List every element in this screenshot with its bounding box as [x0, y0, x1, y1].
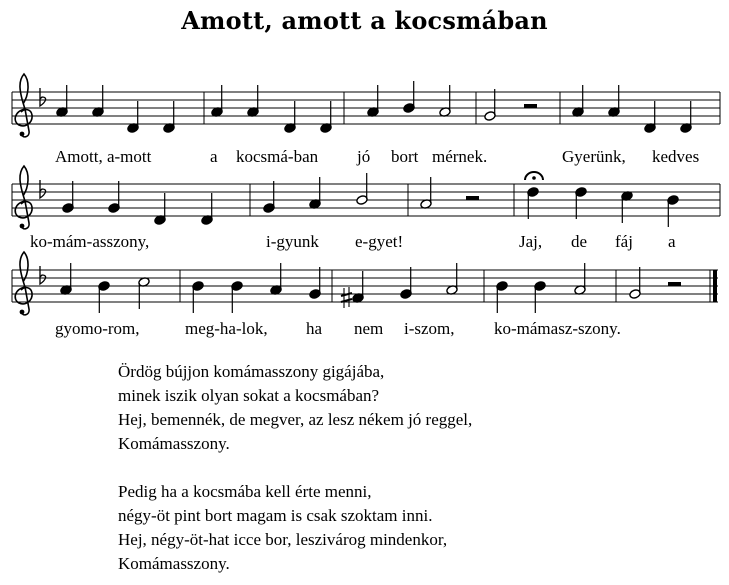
lyric: ko-mám-asszony,: [30, 232, 150, 251]
treble-clef-icon: [15, 166, 32, 229]
staff-system-1: [12, 74, 720, 137]
treble-clef-icon: [15, 74, 32, 137]
lyric: a: [668, 232, 676, 251]
lyric: jó: [357, 147, 371, 166]
lyrics-system-2: [30, 232, 676, 251]
staff-system-3: [12, 252, 718, 315]
lyric: ha: [306, 319, 323, 338]
lyric: nem: [354, 319, 384, 338]
lyric: ko-mámasz-szony.: [494, 319, 621, 338]
lyric: kedves: [652, 147, 700, 166]
lyric: i-gyunk: [266, 232, 319, 251]
sharp-icon: [341, 293, 352, 296]
flat-icon: [40, 266, 46, 284]
half-rest: [668, 282, 681, 286]
half-rest: [524, 104, 537, 108]
verse-line: Hej, bemennék, de megver, az lesz nékem jó reggel,: [118, 410, 473, 429]
lyrics-system-1: [55, 147, 699, 166]
lyric: Amott, a-mott: [55, 147, 152, 166]
verse-line: minek iszik olyan sokat a kocsmában?: [118, 386, 380, 405]
verse-line: Pedig ha a kocsmába kell érte menni,: [118, 482, 372, 501]
verse-line: négy-öt pint bort magam is csak szoktam inni.: [118, 506, 433, 525]
lyric: de: [571, 232, 588, 251]
lyric: meg-ha-lok,: [185, 319, 268, 338]
verse-line: Ördög bújjon komámasszony gigájába,: [118, 362, 385, 381]
lyric: mérnek.: [432, 147, 488, 166]
verse-line: Komámasszony.: [118, 554, 230, 573]
verse-line: Komámasszony.: [118, 434, 230, 453]
lyric: e-gyet!: [355, 232, 404, 251]
final-barline: [713, 270, 717, 302]
lyric: fáj: [615, 232, 633, 251]
flat-icon: [40, 180, 46, 198]
lyrics-system-3: [55, 319, 621, 338]
half-rest: [466, 196, 479, 200]
lyric: Gyerünk,: [562, 147, 626, 166]
treble-clef-icon: [15, 252, 32, 315]
lyric: a: [210, 147, 218, 166]
song-title: Amott, amott a kocsmában: [181, 6, 548, 35]
lyric: kocsmá-ban: [236, 147, 319, 166]
verse-line: Hej, négy-öt-hat icce bor, leszivárog mindenkor,: [118, 530, 448, 549]
lyric: gyomo-rom,: [55, 319, 140, 338]
lyric: Jaj,: [519, 232, 543, 251]
verse-2: [118, 480, 447, 576]
verse-1: [118, 360, 472, 456]
lyric: i-szom,: [404, 319, 455, 338]
lyric: bort: [391, 147, 419, 166]
flat-icon: [40, 88, 46, 106]
fermata-dot: [532, 176, 536, 180]
